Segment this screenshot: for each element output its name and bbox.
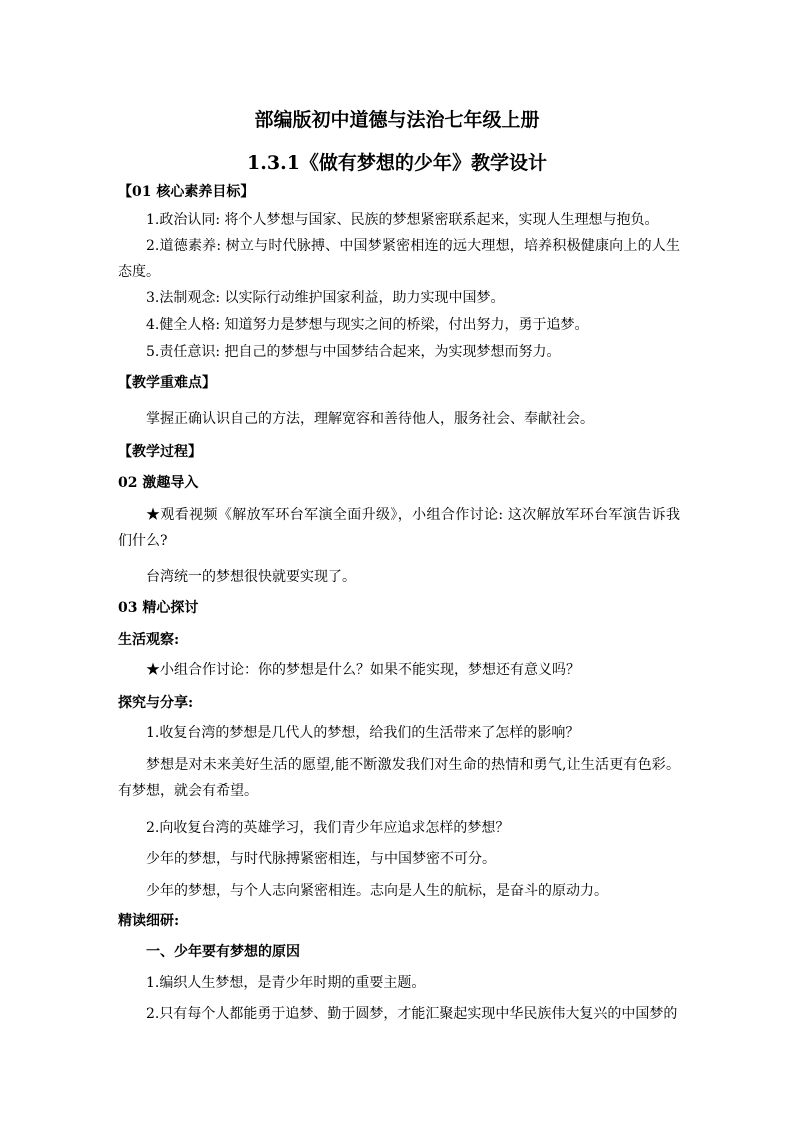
study-subheading: 一、少年要有梦想的原因 [146, 944, 300, 960]
study-point-1: 1.编织人生梦想，是青少年时期的重要主题。 [146, 975, 426, 991]
intro-activity: ★观看视频《解放军环台军演全面升级》，小组合作讨论: 这次解放军环台军演告诉我们什么? [118, 507, 680, 549]
goal-item-4: 4.健全人格: 知道努力是梦想与现实之间的桥梁，付出努力，勇于追梦。 [146, 317, 589, 333]
subheading-close-reading: 精读细研: [118, 913, 180, 929]
document-title: 部编版初中道德与法治七年级上册 [254, 109, 540, 131]
document-subtitle: 1.3.1《做有梦想的少年》教学设计 [247, 152, 547, 174]
goal-item-3: 3.法制观念: 以实际行动维护国家利益，助力实现中国梦。 [146, 290, 505, 306]
key-points-text: 掌握正确认识自己的方法，理解宽容和善待他人，服务社会、奉献社会。 [146, 411, 594, 427]
section-heading-intro: 02 激趣导入 [118, 475, 199, 491]
intro-answer: 台湾统一的梦想很快就要实现了。 [146, 569, 356, 585]
share-question-1: 1.收复台湾的梦想是几代人的梦想，给我们的生活带来了怎样的影响？ [146, 725, 580, 741]
section-heading-core-goals: 【01 核心素养目标】 [118, 184, 255, 200]
goal-item-2: 2.道德素养: 树立与时代脉搏、中国梦紧密相连的远大理想，培养积极健康向上的人生态度。 [118, 238, 680, 280]
life-observation-activity: ★小组合作讨论：你的梦想是什么？如果不能实现，梦想还有意义吗？ [146, 662, 580, 678]
share-answer-1: 梦想是对未来美好生活的愿望,能不断激发我们对生命的热情和勇气,让生活更有色彩。有梦想，就会有希望。 [118, 757, 680, 799]
subheading-life-observation: 生活观察: [118, 632, 180, 648]
share-question-2: 2.向收复台湾的英雄学习，我们青少年应追求怎样的梦想？ [146, 820, 510, 836]
section-heading-process: 【教学过程】 [118, 444, 202, 460]
goal-item-1: 1.政治认同: 将个人梦想与国家、民族的梦想紧密联系起来，实现人生理想与抱负。 [146, 212, 659, 228]
goal-item-5: 5.责任意识: 把自己的梦想与中国梦结合起来，为实现梦想而努力。 [146, 344, 561, 360]
section-heading-key-points: 【教学重难点】 [118, 375, 216, 391]
section-heading-explore: 03 精心探讨 [118, 600, 199, 616]
share-answer-2b: 少年的梦想，与个人志向紧密相连。志向是人生的航标，是奋斗的原动力。 [146, 883, 608, 899]
share-answer-2a: 少年的梦想，与时代脉搏紧密相连，与中国梦密不可分。 [146, 851, 496, 867]
subheading-explore-share: 探究与分享: [118, 695, 194, 711]
study-point-2: 2.只有每个人都能勇于追梦、勤于圆梦，才能汇聚起实现中华民族伟大复兴的中国梦的 [146, 1006, 678, 1022]
